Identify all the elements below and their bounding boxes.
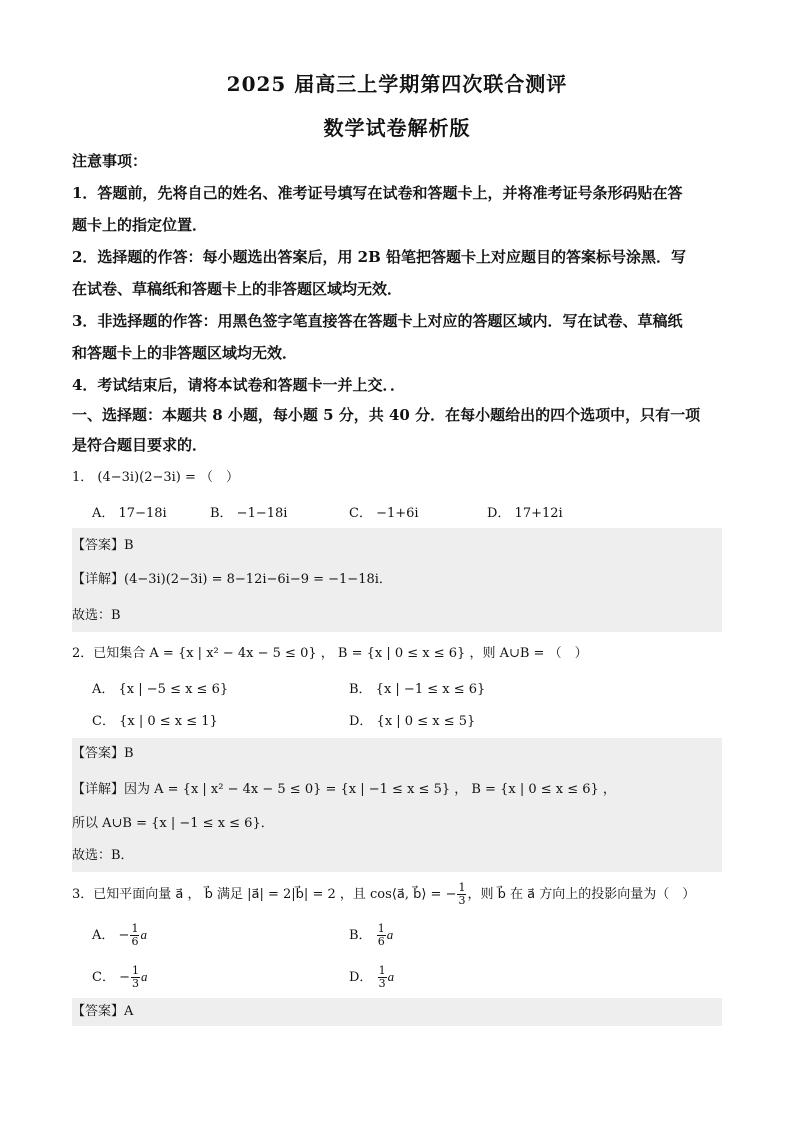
q3-solution-block bbox=[72, 998, 722, 1026]
q3-stem-part-b: ，则 b⃗ 在 a⃗ 方向上的投影向量为（ ） bbox=[467, 887, 696, 902]
q2-detail-cont: 所以 A∪B = {x | −1 ≤ x ≤ 6}． bbox=[72, 816, 274, 831]
q2-answer: 【答案】B bbox=[72, 746, 134, 761]
q3-answer: 【答案】A bbox=[72, 1004, 134, 1019]
q3-option-b-label: B． bbox=[349, 928, 372, 943]
q3-stem-fraction-den: 3 bbox=[458, 894, 466, 907]
q1-choice: 故选：B bbox=[72, 608, 121, 623]
vector-a: a⃗ bbox=[140, 927, 158, 942]
q3-option-d-label: D． bbox=[349, 970, 373, 985]
section-heading-cont: 是符合题目要求的． bbox=[72, 436, 208, 454]
q3-option-c bbox=[92, 962, 158, 993]
q3-option-a-label: A． bbox=[92, 928, 115, 943]
notice-item: 2．选择题的作答：每小题选出答案后，用 2B 铅笔把答题卡上对应题目的答案标号涂黑．写 bbox=[72, 248, 687, 266]
q2-choice: 故选：B． bbox=[72, 848, 134, 863]
fraction-den: 6 bbox=[377, 935, 385, 948]
fraction-num: 1 bbox=[131, 922, 139, 935]
vector-a: a⃗ bbox=[386, 927, 404, 942]
q3-option-a-fraction bbox=[130, 923, 139, 948]
vector-a: a⃗ bbox=[141, 969, 158, 984]
question-2-stem: 2．已知集合 A = {x | x² − 4x − 5 ≤ 0} ， B = {x | 0 ≤ x ≤ 6} ，则 A∪B = （ ） bbox=[72, 646, 588, 661]
q3-option-a bbox=[92, 920, 157, 951]
q2-option-d: D． {x | 0 ≤ x ≤ 5} bbox=[349, 714, 476, 729]
q1-solution-block bbox=[72, 528, 722, 632]
notice-item: 题卡上的指定位置． bbox=[72, 216, 208, 234]
q3-option-d-fraction bbox=[378, 965, 387, 990]
q3-stem-fraction-num: 1 bbox=[458, 881, 466, 894]
document-subtitle: 数学试卷解析版 bbox=[323, 116, 471, 140]
fraction-den: 3 bbox=[132, 977, 139, 990]
q3-stem-part-a: 3．已知平面向量 a⃗ ， b⃗ 满足 |a⃗| = 2|b⃗| = 2 ，且 cos⟨a⃗, b⃗⟩ = − bbox=[72, 887, 457, 902]
notice-item: 在试卷、草稿纸和答题卡上的非答题区域均无效． bbox=[72, 280, 403, 298]
fraction-num: 1 bbox=[132, 964, 139, 977]
q2-detail: 【详解】因为 A = {x | x² − 4x − 5 ≤ 0} = {x | −1 ≤ x ≤ 5} ， B = {x | 0 ≤ x ≤ 6} ， bbox=[72, 782, 616, 797]
question-3-stem bbox=[72, 880, 695, 910]
q3-option-c-sign: − bbox=[119, 970, 130, 985]
question-1-stem: 1． (4−3i)(2−3i) = （ ） bbox=[72, 470, 240, 485]
fraction-num: 1 bbox=[377, 922, 385, 935]
q1-answer: 【答案】B bbox=[72, 538, 134, 553]
q1-detail: 【详解】(4−3i)(2−3i) = 8−12i−6i−9 = −1−18i． bbox=[72, 572, 392, 587]
q3-option-c-label: C． bbox=[92, 970, 115, 985]
q2-option-b: B． {x | −1 ≤ x ≤ 6} bbox=[349, 682, 486, 697]
q2-solution-block bbox=[72, 738, 722, 872]
fraction-num: 1 bbox=[378, 964, 386, 977]
vector-a: a⃗ bbox=[387, 969, 405, 984]
q2-option-a: A． {x | −5 ≤ x ≤ 6} bbox=[92, 682, 229, 697]
q2-option-c: C． {x | 0 ≤ x ≤ 1} bbox=[92, 714, 218, 729]
q3-option-d bbox=[349, 962, 404, 993]
q3-option-c-fraction bbox=[131, 965, 140, 990]
q3-option-b bbox=[349, 920, 403, 951]
q1-option-a: A． 17−18i bbox=[92, 506, 167, 521]
section-heading: 一、选择题：本题共 8 小题，每小题 5 分，共 40 分．在每小题给出的四个选项中，只有一项 bbox=[72, 406, 701, 424]
notice-item: 1．答题前，先将自己的姓名、准考证号填写在试卷和答题卡上，并将准考证号条形码贴在答 bbox=[72, 184, 683, 202]
notice-heading: 注意事项： bbox=[72, 152, 148, 170]
notice-item: 3．非选择题的作答：用黑色签字笔直接答在答题卡上对应的答题区域内．写在试卷、草稿纸 bbox=[72, 312, 683, 330]
document-title: 2025 届高三上学期第四次联合测评 bbox=[226, 72, 568, 96]
fraction-den: 6 bbox=[131, 935, 139, 948]
notice-item: 和答题卡上的非答题区域均无效． bbox=[72, 344, 298, 362]
fraction-den: 3 bbox=[378, 977, 386, 990]
q3-stem-fraction bbox=[457, 882, 466, 907]
q3-option-b-fraction bbox=[377, 923, 386, 948]
notice-item: 4．考试结束后，请将本试卷和答题卡一并上交．． bbox=[72, 376, 405, 394]
q1-option-b: B． −1−18i bbox=[210, 506, 288, 521]
q3-option-a-sign: − bbox=[118, 928, 130, 943]
q1-option-c: C． −1+6i bbox=[349, 506, 419, 521]
q1-option-d: D． 17+12i bbox=[487, 506, 563, 521]
